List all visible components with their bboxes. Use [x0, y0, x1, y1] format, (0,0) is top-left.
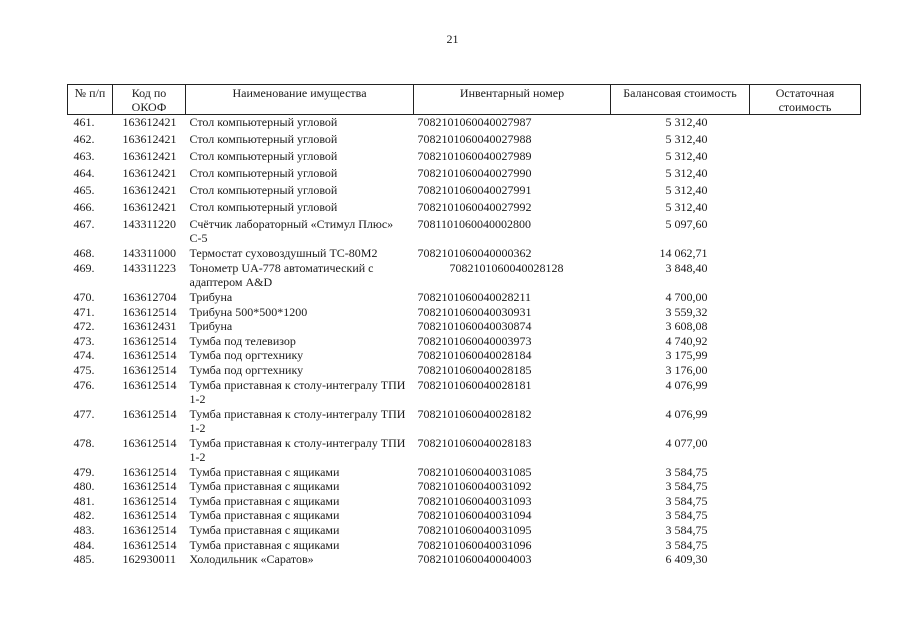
row-property-name: Стол компьютерный угловой: [189, 200, 338, 214]
table-row: [68, 479, 861, 494]
row-property-name: Тумба под оргтехнику: [189, 348, 304, 363]
row-number: 478.: [73, 435, 95, 450]
row-okof-code: 163612514: [122, 333, 177, 348]
row-property-name: Термостат суховоздушный ТС-80М2: [189, 246, 378, 260]
header-name: Наименование имущества: [186, 85, 414, 115]
row-residual-cost: [750, 363, 861, 378]
row-property-name: Счётчик лабораторный «Стимул Плюс» С-5: [189, 217, 394, 245]
row-okof-code: 163612421: [122, 183, 177, 197]
row-residual-cost: [750, 479, 861, 494]
row-number: 463.: [73, 149, 95, 163]
row-number: 482.: [73, 508, 95, 523]
row-okof-code: 163612431: [122, 319, 177, 334]
row-number: 480.: [73, 479, 95, 494]
row-number: 465.: [73, 183, 95, 197]
table-row: [68, 538, 861, 553]
row-inventory-number: 7082101060040031094: [417, 508, 532, 523]
row-inventory-number: 7081101060040002800: [417, 217, 532, 231]
header-inventory-number: Инвентарный номер: [414, 85, 611, 115]
row-inventory-number: 7082101060040027989: [417, 149, 532, 163]
row-okof-code: 163612514: [122, 304, 177, 319]
row-okof-code: 143311223: [122, 261, 177, 275]
row-residual-cost: [750, 465, 861, 480]
row-property-name: Трибуна: [189, 319, 233, 334]
row-residual-cost: [750, 132, 861, 149]
row-residual-cost: [750, 348, 861, 363]
row-residual-cost: [750, 290, 861, 305]
page-number: 21: [446, 32, 459, 46]
row-residual-cost: [750, 494, 861, 509]
row-balance-cost: 3 175,99: [665, 348, 708, 363]
row-okof-code: 143311220: [122, 217, 177, 231]
row-balance-cost: 3 848,40: [665, 261, 708, 275]
header-residual-cost: Остаточная стоимость: [750, 85, 861, 115]
row-okof-code: 163612514: [122, 464, 177, 479]
row-inventory-number: 7082101060040028181: [417, 377, 532, 392]
row-residual-cost: [750, 552, 861, 567]
property-table-container: [67, 84, 861, 567]
row-residual-cost: [750, 305, 861, 320]
table-row: [68, 115, 861, 133]
row-okof-code: 163612514: [122, 493, 177, 508]
row-number: 470.: [73, 290, 95, 304]
row-balance-cost: 5 312,40: [665, 115, 708, 129]
row-balance-cost: 3 584,75: [665, 522, 708, 537]
row-inventory-number: 7082101060040027987: [417, 115, 532, 129]
row-inventory-number: 7082101060040031093: [417, 493, 532, 508]
row-okof-code: 162930011: [122, 552, 177, 567]
row-inventory-number: 7082101060040027990: [417, 166, 532, 180]
row-property-name: Тумба приставная к столу-интегралу ТПИ 1-2: [189, 435, 406, 464]
table-row: [68, 523, 861, 538]
row-property-name: Трибуна: [189, 290, 233, 304]
row-number: 472.: [73, 319, 95, 334]
row-inventory-number: 7082101060040027988: [417, 132, 532, 146]
row-number: 467.: [73, 217, 95, 231]
table-row: [68, 348, 861, 363]
row-residual-cost: [750, 334, 861, 349]
table-row: [68, 290, 861, 305]
row-okof-code: 163612421: [122, 115, 177, 129]
row-okof-code: 163612514: [122, 406, 177, 421]
row-number: 461.: [73, 115, 95, 129]
row-property-name: Тонометр UA-778 автоматический с адаптером A&D: [189, 261, 374, 289]
table-row: [68, 166, 861, 183]
header-balance-cost: Балансовая стоимость: [611, 85, 750, 115]
row-inventory-number: 7082101060040028128: [449, 261, 564, 275]
row-residual-cost: [750, 508, 861, 523]
row-balance-cost: 6 409,30: [665, 552, 708, 567]
row-balance-cost: 5 097,60: [665, 217, 708, 231]
row-residual-cost: [750, 538, 861, 553]
table-row: [68, 183, 861, 200]
row-number: 474.: [73, 348, 95, 363]
row-okof-code: 163612421: [122, 166, 177, 180]
row-number: 479.: [73, 464, 95, 479]
row-balance-cost: 4 700,00: [665, 290, 708, 304]
row-property-name: Стол компьютерный угловой: [189, 132, 338, 146]
table-row: [68, 407, 861, 436]
row-balance-cost: 4 740,92: [665, 333, 708, 348]
row-balance-cost: 5 312,40: [665, 166, 708, 180]
row-balance-cost: 3 584,75: [665, 479, 708, 494]
row-property-name: Стол компьютерный угловой: [189, 115, 338, 129]
row-residual-cost: [750, 166, 861, 183]
row-inventory-number: 7082101060040031092: [417, 479, 532, 494]
row-inventory-number: 7082101060040030874: [417, 319, 532, 334]
table-row: [68, 149, 861, 166]
row-residual-cost: [750, 200, 861, 217]
row-property-name: Тумба приставная с ящиками: [189, 537, 340, 552]
row-okof-code: 163612514: [122, 479, 177, 494]
row-balance-cost: 4 076,99: [665, 377, 708, 392]
row-balance-cost: 3 584,75: [665, 464, 708, 479]
row-balance-cost: 3 608,08: [665, 319, 708, 334]
header-num: № п/п: [68, 85, 113, 115]
row-inventory-number: 7082101060040031085: [417, 464, 532, 479]
row-residual-cost: [750, 436, 861, 465]
row-balance-cost: 5 312,40: [665, 200, 708, 214]
table-body: [68, 115, 861, 568]
row-okof-code: 163612514: [122, 348, 177, 363]
row-balance-cost: 3 559,32: [665, 304, 708, 319]
row-balance-cost: 4 076,99: [665, 406, 708, 421]
row-number: 473.: [73, 333, 95, 348]
row-number: 466.: [73, 200, 95, 214]
row-number: 475.: [73, 362, 95, 377]
row-inventory-number: 7082101060040031095: [417, 522, 532, 537]
row-residual-cost: [750, 378, 861, 407]
row-inventory-number: 7082101060040031096: [417, 537, 532, 552]
row-property-name: Стол компьютерный угловой: [189, 149, 338, 163]
row-residual-cost: [750, 217, 861, 246]
table-row: [68, 494, 861, 509]
row-inventory-number: 7082101060040028184: [417, 348, 532, 363]
row-number: 469.: [73, 261, 95, 275]
row-property-name: Тумба приставная с ящиками: [189, 508, 340, 523]
row-number: 483.: [73, 522, 95, 537]
row-okof-code: 163612514: [122, 522, 177, 537]
row-inventory-number: 7082101060040000362: [417, 246, 532, 260]
table-row: [68, 552, 861, 567]
table-row: [68, 200, 861, 217]
row-okof-code: 163612514: [122, 537, 177, 552]
row-property-name: Тумба приставная с ящиками: [189, 464, 340, 479]
row-okof-code: 163612514: [122, 377, 177, 392]
table-row: [68, 246, 861, 261]
row-residual-cost: [750, 183, 861, 200]
table-row: [68, 363, 861, 378]
row-inventory-number: 7082101060040028211: [417, 290, 532, 304]
table-row: [68, 217, 861, 246]
row-property-name: Холодильник «Саратов»: [189, 552, 314, 567]
table-row: [68, 436, 861, 465]
row-property-name: Трибуна 500*500*1200: [189, 304, 308, 319]
row-property-name: Тумба приставная к столу-интегралу ТПИ 1-2: [189, 377, 406, 406]
row-okof-code: 163612514: [122, 435, 177, 450]
row-inventory-number: 7082101060040028182: [417, 406, 532, 421]
row-balance-cost: 14 062,71: [659, 246, 708, 260]
row-number: 484.: [73, 537, 95, 552]
row-balance-cost: 5 312,40: [665, 183, 708, 197]
row-inventory-number: 7082101060040004003: [417, 552, 532, 567]
row-residual-cost: [750, 319, 861, 334]
row-balance-cost: 4 077,00: [665, 435, 708, 450]
row-inventory-number: 7082101060040027992: [417, 200, 532, 214]
row-residual-cost: [750, 261, 861, 290]
table-row: [68, 319, 861, 334]
row-okof-code: 143311000: [122, 246, 177, 260]
row-property-name: Тумба под оргтехнику: [189, 362, 304, 377]
table-row: [68, 305, 861, 320]
table-row: [68, 465, 861, 480]
row-number: 471.: [73, 304, 95, 319]
row-balance-cost: 5 312,40: [665, 132, 708, 146]
row-property-name: Тумба приставная с ящиками: [189, 522, 340, 537]
row-residual-cost: [750, 407, 861, 436]
row-property-name: Тумба приставная к столу-интегралу ТПИ 1-2: [189, 406, 406, 435]
row-property-name: Тумба приставная с ящиками: [189, 493, 340, 508]
row-residual-cost: [750, 246, 861, 261]
row-okof-code: 163612421: [122, 200, 177, 214]
row-balance-cost: 3 584,75: [665, 508, 708, 523]
row-inventory-number: 7082101060040027991: [417, 183, 532, 197]
row-number: 468.: [73, 246, 95, 260]
row-balance-cost: 3 584,75: [665, 537, 708, 552]
row-property-name: Стол компьютерный угловой: [189, 166, 338, 180]
row-residual-cost: [750, 523, 861, 538]
row-okof-code: 163612514: [122, 508, 177, 523]
row-property-name: Тумба под телевизор: [189, 333, 296, 348]
row-property-name: Тумба приставная с ящиками: [189, 479, 340, 494]
row-number: 462.: [73, 132, 95, 146]
row-balance-cost: 5 312,40: [665, 149, 708, 163]
row-inventory-number: 7082101060040028183: [417, 435, 532, 450]
table-row: [68, 378, 861, 407]
row-inventory-number: 7082101060040030931: [417, 304, 532, 319]
row-residual-cost: [750, 149, 861, 166]
row-residual-cost: [750, 115, 861, 133]
row-number: 481.: [73, 493, 95, 508]
row-inventory-number: 7082101060040003973: [417, 333, 532, 348]
row-inventory-number: 7082101060040028185: [417, 362, 532, 377]
table-row: [68, 132, 861, 149]
row-okof-code: 163612514: [122, 362, 177, 377]
row-number: 485.: [73, 552, 95, 567]
row-property-name: Стол компьютерный угловой: [189, 183, 338, 197]
table-row: [68, 508, 861, 523]
row-balance-cost: 3 176,00: [665, 362, 708, 377]
row-okof-code: 163612421: [122, 132, 177, 146]
header-okof: Код по ОКОФ: [113, 85, 186, 115]
row-balance-cost: 3 584,75: [665, 493, 708, 508]
row-okof-code: 163612421: [122, 149, 177, 163]
row-number: 464.: [73, 166, 95, 180]
table-row: [68, 261, 861, 290]
table-row: [68, 334, 861, 349]
property-table: [67, 84, 861, 567]
row-okof-code: 163612704: [122, 290, 177, 304]
row-number: 477.: [73, 406, 95, 421]
row-number: 476.: [73, 377, 95, 392]
table-header-row: [68, 85, 861, 115]
